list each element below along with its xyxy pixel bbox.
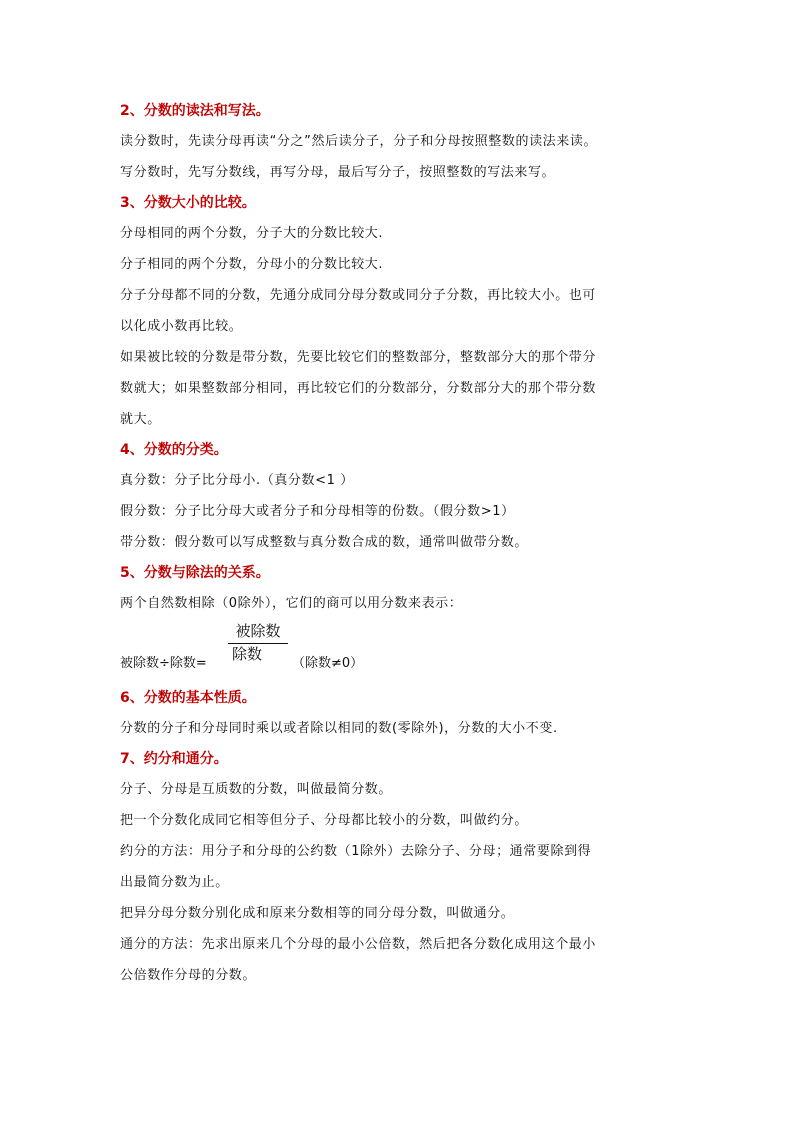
paragraph-line: 分母相同的两个分数，分子大的分数比较大.	[120, 226, 384, 241]
section-heading: 3、分数大小的比较。	[120, 195, 256, 211]
paragraph-line: 分子、分母是互质数的分数，叫做最简分数。	[120, 782, 393, 797]
fraction-numerator: 被除数	[228, 621, 288, 644]
section-heading: 7、约分和通分。	[120, 751, 228, 767]
paragraph-line: 出最简分数为止。	[120, 875, 229, 890]
paragraph-line: 分子分母都不同的分数，先通分成同分母分数或同分子分数，再比较大小。也可	[120, 288, 597, 303]
paragraph-line: 把异分母分数分别化成和原来分数相等的同分母分数，叫做通分。	[120, 906, 515, 921]
paragraph-line: 把一个分数化成同它相等但分子、分母都比较小的分数，叫做约分。	[120, 813, 529, 828]
paragraph-line: 约分的方法：用分子和分母的公约数（1除外）去除分子、分母；通常要除到得	[120, 844, 592, 859]
paragraph-line: 两个自然数相除（0除外），它们的商可以用分数来表示：	[120, 596, 463, 611]
paragraph-line: 读分数时，先读分母再读“分之”然后读分子，分子和分母按照整数的读法来读。	[120, 134, 598, 149]
section-heading: 5、分数与除法的关系。	[120, 565, 270, 581]
paragraph-line: 数就大；如果整数部分相同，再比较它们的分数部分，分数部分大的那个带分数	[120, 381, 597, 396]
document-page	[120, 96, 680, 991]
fraction	[228, 621, 288, 664]
section-heading: 6、分数的基本性质。	[120, 690, 256, 706]
paragraph-line: 分数的分子和分母同时乘以或者除以相同的数(零除外)，分数的大小不变.	[120, 721, 558, 736]
paragraph-line: 分子相同的两个分数，分母小的分数比较大.	[120, 257, 384, 272]
paragraph-line: 就大。	[120, 412, 161, 427]
paragraph-line: 公倍数作分母的分数。	[120, 968, 257, 983]
section-reading-writing	[120, 96, 680, 188]
section-heading: 4、分数的分类。	[120, 442, 228, 458]
section-comparison	[120, 188, 680, 435]
fraction-denominator: 除数	[232, 645, 263, 663]
paragraph-line: 写分数时，先写分数线，再写分母，最后写分子，按照整数的写法来写。	[120, 165, 556, 180]
section-fraction-division	[120, 558, 680, 683]
paragraph-line: 通分的方法：先求出原来几个分母的最小公倍数，然后把各分数化成用这个最小	[120, 937, 597, 952]
paragraph-line: 以化成小数再比较。	[120, 319, 243, 334]
paragraph-line: 真分数：分子比分母小.（真分数<1 ）	[120, 473, 354, 488]
section-basic-property	[120, 683, 680, 744]
section-classification	[120, 435, 680, 558]
paragraph-line: 假分数：分子比分母大或者分子和分母相等的份数。（假分数>1）	[120, 504, 515, 519]
formula-left-side: 被除数÷除数=	[120, 656, 207, 671]
formula-condition: （除数≠0）	[292, 656, 364, 671]
section-heading: 2、分数的读法和写法。	[120, 103, 270, 119]
paragraph-line: 带分数：假分数可以写成整数与真分数合成的数，通常叫做带分数。	[120, 535, 529, 550]
section-reduction-common-denominator	[120, 744, 680, 991]
paragraph-line: 如果被比较的分数是带分数，先要比较它们的整数部分，整数部分大的那个带分	[120, 350, 597, 365]
division-fraction-formula	[120, 619, 680, 683]
